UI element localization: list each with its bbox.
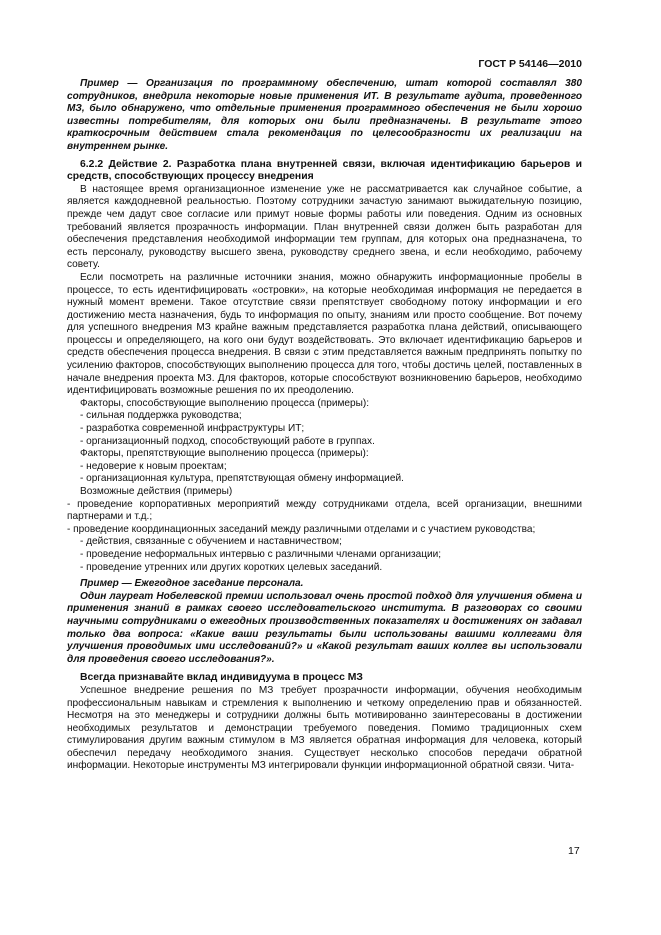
actions-title: Возможные действия (примеры) (80, 486, 233, 497)
list-item: - действия, связанные с обучением и наставничеством; (80, 536, 342, 548)
barriers-title: Факторы, препятствующие выполнению процесса (примеры): (80, 448, 369, 460)
list-item: - проведение утренних или других коротких целевых заседаний. (80, 561, 383, 573)
list-item: - организационная культура, препятствующая обмену информацией. (80, 473, 404, 485)
example-body: Один лауреат Нобелевской премии использовал очень простой подход для улучшения обмена и применения знаний в рамках своего исследовательского института. В разговорах со своими научными сотрудниками о ежегодных производственных показателях и достижениях он задавал только два вопроса: «Какие ваши результаты были использованы вашими коллегами для улучшения проводимых ими исследований?» и «Какой результат ваших коллег вы использовали для проведения своего исследования?». (67, 590, 582, 665)
body-paragraph-2: Если посмотреть на различные источники знания, можно обнаружить информационные пробелы в процессе, то есть идентифицировать «островки», на которые необходимая информация не передается в нужный момент времени. Такое отсутствие связи препятствует свободному потоку информации и его достижению места назначения, будь то информация по опыту, знаниям или просто сообщение. Вот почему для успешного внедрения МЗ крайне важным представляется разработка плана действий, описывающего процессы и определяющего, на кого они будут воздействовать. Это включает идентификацию барьеров и средств обеспечения процесса внедрения. В связи с этим представляется важным предпринять попытку по усилению факторов, способствующих выполнению процесса для того, чтобы достичь целей, поставленных в начале внедрения проекта МЗ. Для факторов, которые способствуют возникновению барьеров, необходимо идентифицировать возможные решения по их преодолению. (67, 271, 582, 397)
section-heading: 6.2.2 Действие 2. Разработка плана внутренней связи, включая идентификацию барьеров и средств, способствующих процессу внедрения (67, 158, 582, 183)
body-paragraph-3: Успешное внедрение решения по МЗ требует прозрачности информации, обучения необходимым профессиональным навыкам и стремления к выполнению и четкому определению прав и обязанностей. Несмотря на это менеджеры и сотрудники должны быть мотивированно заинтересованы в достижении необходимых результатов и демонстрации требуемого поведения. Помимо традиционных схем стимулирования другим важным стимулом в МЗ является обратная информация для человека, который обеспечил передачу необходимого знания. Существует несколько способов передачи обратной информации. Некоторые инструменты МЗ интегрировали функции информационной обратной связи. Чита- (67, 684, 582, 772)
list-item: - проведение координационных заседаний между различными отделами и с участием руководства; (67, 523, 536, 535)
list-item: - сильная поддержка руководства; (80, 410, 242, 422)
factors-lists (67, 398, 582, 574)
page-number: 17 (568, 845, 580, 857)
example-paragraph: Пример — Организация по программному обеспечению, штат которой составлял 380 сотрудников, внедрила некоторые новые применения ИТ. В результате аудита, проведенного МЗ, было обнаружено, что отдельные применения программного обеспечения не были хорошо известны потребителям, для которых они были предназначены. В результате этого краткосрочным действием стала рекомендация по целесообразности их реализации на внутреннем рынке. (67, 78, 582, 152)
example-title: Пример — Ежегодное заседание персонала. (80, 578, 304, 590)
standard-header: ГОСТ Р 54146—2010 (478, 58, 582, 70)
list-item: - недоверие к новым проектам; (80, 460, 227, 472)
list-item: - разработка современной инфраструктуры ИТ; (80, 423, 305, 435)
body-paragraph-1: В настоящее время организационное изменение уже не рассматривается как случайное событие, а является каждодневной реальностью. Поэтому сотрудники зачастую занимают выжидательную позицию, прежде чем дадут свое согласие или примут новые формы работы или поведения. Одним из основных требований является прозрачность информации. План внутренней связи должен быть разработан для обеспечения представления необходимой информации тем группам, для которых она предназначена, то есть персоналу, руководству высшего звена, руководству среднего звена, и если необходимо, рабочему совету. (67, 183, 582, 271)
page-content (67, 78, 582, 773)
list-item: - организационный подход, способствующий работе в группах. (80, 435, 375, 447)
facilitators-title: Факторы, способствующие выполнению процесса (примеры): (80, 397, 370, 409)
subheading: Всегда признавайте вклад индивидуума в процесс МЗ (80, 672, 363, 684)
list-item: - проведение неформальных интервью с различными членами организации; (80, 548, 442, 560)
list-item: - проведение корпоративных мероприятий между сотрудниками отдела, всей организации, внешними партнерами и т.д.; (67, 498, 582, 523)
